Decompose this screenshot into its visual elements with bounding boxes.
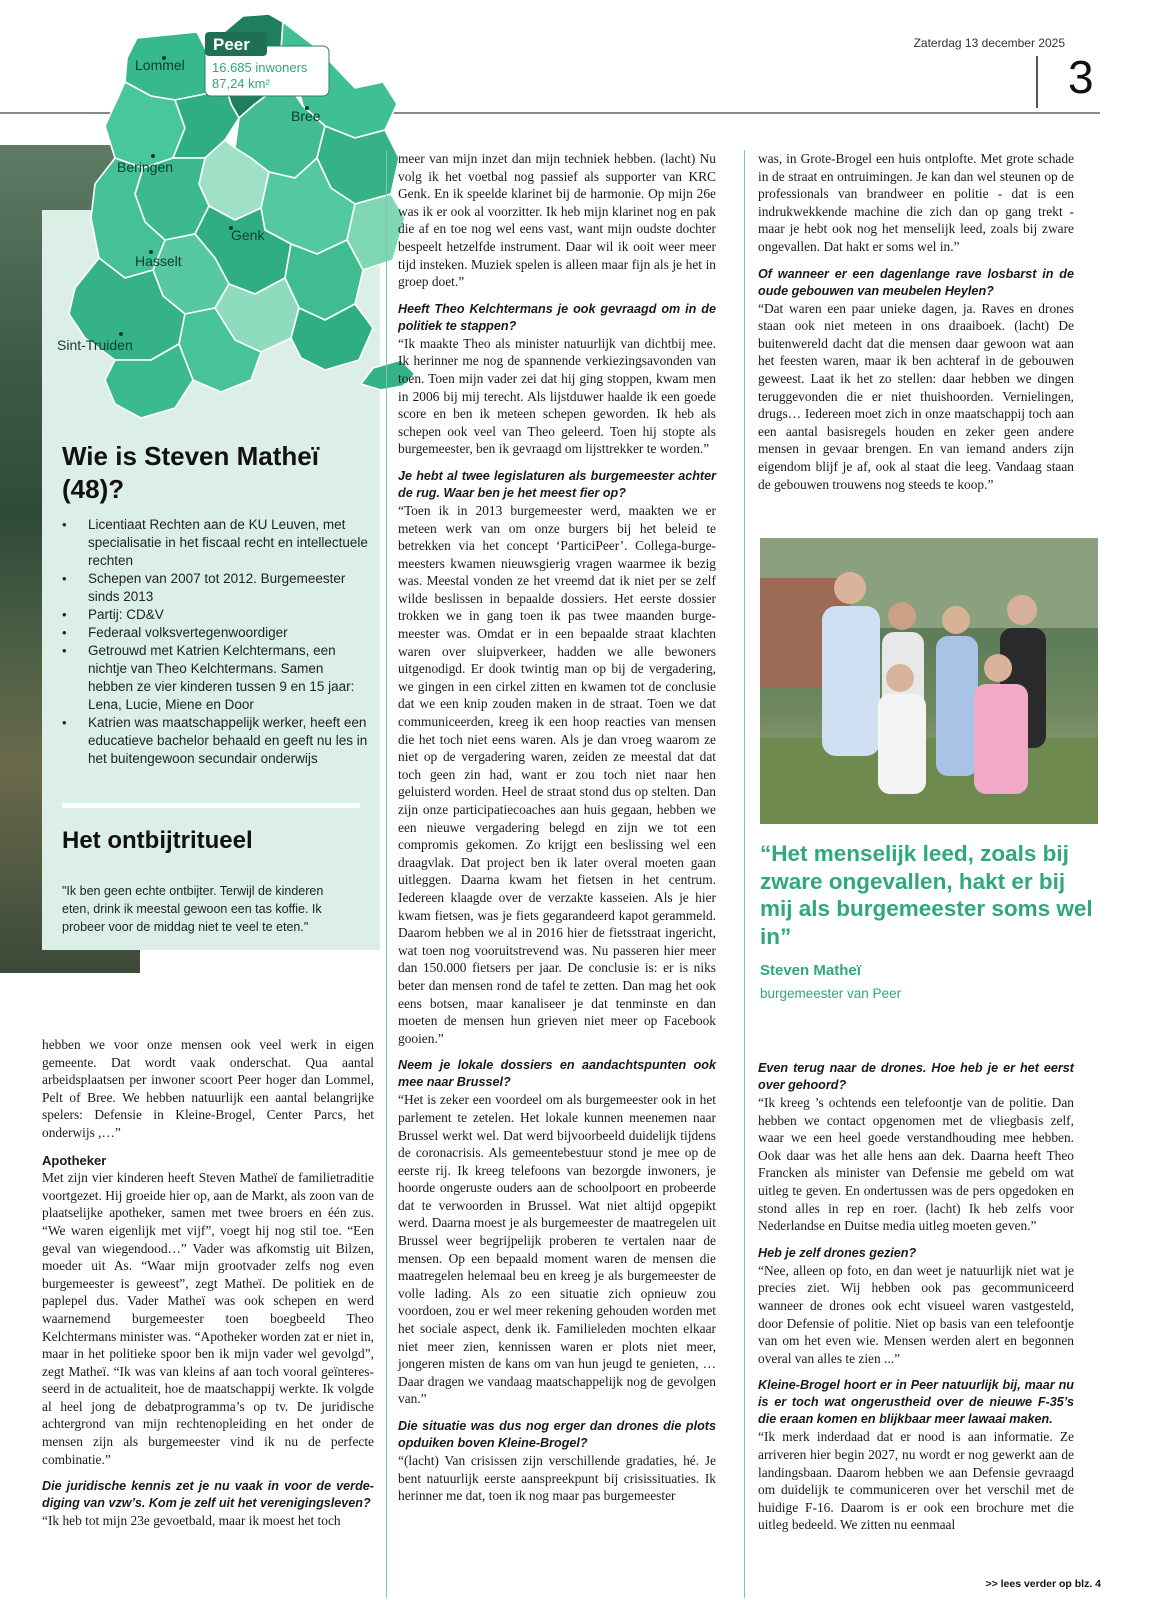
callout-town: Peer	[213, 35, 250, 54]
map-label-lommel: Lommel	[135, 57, 185, 73]
article-column-3-lower	[758, 1060, 1074, 1534]
bio-item: • Getrouwd met Katrien Kelchtermans, een nichtje van Theo Kelchtermans. Samen hebben ze vier kinderen tussen 9 en 15 jaar: Lena, Lucie, Miene en Door	[62, 642, 372, 714]
map-label-genk: Genk	[231, 227, 265, 243]
limburg-map	[55, 8, 415, 438]
callout-inhabitants: 16.685 inwoners	[212, 60, 308, 75]
sidebar-divider	[62, 803, 360, 808]
bio-item: • Federaal volksvertegenwoordiger	[62, 624, 372, 642]
paragraph: Met zijn vier kinderen heeft Steven Matheï de familietraditie voortgezet. Hij groeide hier op, aan de Markt, als zoon van de plaatselijke apotheker, samen met twee broers en één zus. “We waren eigenlijk met vijf”, voegt hij nog stil toe. “Een geval van wiegendood…” Vader was afkomstig uit Bilzen, moeder uit As. “Waar mijn grootvader zelfs nog even burgemeester is geweest”, zegt Matheï. De politiek en de paplepel dus. Vader Matheï was ook schepen en werd waarnemend burgemeester toen boegbeeld Theo Kelchtermans minister was. “Apotheker worden zat er niet in, maar in het politieke spoor ben ik mijn vader wel gevolgd”, zegt Matheï. “Ik was van kleins af aan toch vooral geïnteresseerd in de actualiteit, hoe de maatschappij werkte. Ik volgde al heel jong de debatprogramma’s op tv. De juridische achtergrond van mijn rechtenopleiding en het onder de mensen zijn als burgemeester vind ik nu de perfecte combinatie.”	[42, 1170, 374, 1467]
column-divider	[744, 150, 745, 1598]
interview-question: Heeft Theo Kelchtermans je ook gevraagd om in de politiek te stappen?	[398, 301, 716, 333]
bio-item: • Schepen van 2007 tot 2012. Burgemeester sinds 2013	[62, 570, 372, 606]
interview-question: Neem je lokale dossiers en aandachtspunten ook mee naar Brussel?	[398, 1058, 716, 1090]
interview-question: Even terug naar de drones. Hoe heb je er het eerst over gehoord?	[758, 1061, 1074, 1092]
breakfast-title: Het ontbijtritueel	[62, 827, 253, 854]
bio-item: • Licentiaat Rechten aan de KU Leuven, met specialisatie in het fiscaal recht en intellectuele rechten	[62, 516, 372, 570]
paragraph: “Ik merk inderdaad dat er nood is aan informatie. Ze arriveren hier begin 2027, nu wordt er nog gewerkt aan de landingsbaan. Daarom hebben we aan Defensie gevraagd om duidelijk te communiceren over het verschil met de huidige F-16. Daarom is er ook een brochure met die uitleg bedeeld. We zitten nu eenmaal	[758, 1429, 1074, 1533]
interview-question: Die juridische kennis zet je nu vaak in voor de verdediging van vzw’s. Kom je zelf uit het verenigingsleven?	[42, 1479, 374, 1511]
paragraph: “Nee, alleen op foto, en dan weet je natuurlijk niet wat je precies ziet. Wij hebben ook pas gecommuniceerd wanneer de drones ook echt visueel waren vastgesteld, door Defensie of politie. Niet op basis van een telefoontje van om het even wie. Mensen werden alert en begonnen overal van alles te zien ...”	[758, 1262, 1074, 1366]
paragraph: “Dat waren een paar unieke dagen, ja. Raves en drones staan ook niet meteen in ons draaiboek. (lacht) De buitenwereld dacht dat die mensen daar gewoon wat aan het feesten waren, maar ik ben achteraf in de gebouwen geweest. Laat ik het zo stellen: daar hebben we dingen teruggevonden die er niet thuishoorden. Vernielingen, drugs… Iedereen moet zich in onze maatschappij toch aan een aantal basisregels houden en zeker geen andere mensen in gevaar brengen. En van iemand anders zijn eigendom blijf je af, ook al staat die leeg. Vandaag staan de gebouwen trouwens nog steeds te koop.”	[758, 300, 1074, 492]
paragraph: hebben we voor onze mensen ook veel werk in eigen gemeente. Dat wordt vaak onderschat. Qua aantal arbeidsplaatsen per inwoner scoort Peer hoger dan Lommel, Pelt of Bree. We hebben natuurlijk een aantal belangrijke spelers: Defensie in Kleine-Brogel, Center Parcs, het onderwijs ,…”	[42, 1037, 374, 1140]
paragraph: “Ik kreeg ’s ochtends een telefoontje van de politie. Dan hebben we contact opgenomen met de vliegbasis zelf, waar we een heel goede verstandhouding mee hebben. Ook daar was het alle hens aan dek. Daarna heeft Theo Francken als minister van Defensie me gebeld om wat uitleg te geven. En ondertussen was de pers opgedoken en stond alles in rep en roer. (lacht) Ik heb zelfs voor Nederlandse en Duitse media uitleg moeten geven.”	[758, 1095, 1074, 1234]
article-column-1	[42, 1036, 374, 1530]
subheading: Apotheker	[42, 1152, 107, 1168]
family-photo-illustration	[760, 538, 1098, 824]
paragraph: “Ik heb tot mijn 23e gevoetbald, maar ik moest het toch	[42, 1513, 341, 1529]
paragraph: “(lacht) Van crisissen zijn verschillende gradaties, hé. Je bent natuurlijk eerste aanspreekpunt bij crisissituaties. Ik herinner me dat, toen ik nog maar pas burgemeester	[398, 1453, 716, 1504]
issue-date: Zaterdag 13 december 2025	[913, 36, 1065, 50]
interview-question: Heb je zelf drones gezien?	[758, 1245, 917, 1260]
paragraph: “Het is zeker een voordeel om als burgemeester ook in het parlement te zetelen. Het lokale kunnen meenemen naar Brussel werkt wel. Dat werd bijvoorbeeld duidelijk tijdens de coronacrisis. Als gemeentebestuur stond je mee op de eerste rij. Ik kreeg telefoons van bezorgde inwoners, je hoorde ongeruste ouders aan de schoolpoort en probeerde dat te verwoorden in Brussel. Wat niet altijd opgepikt werd. Daarna moest je als burgemeester de maatregelen uit Brussel weer begrijpelijk proberen te vertalen naar de mensen. Op een bepaald moment waren de mensen die maatregelen helemaal beu en kreeg je als burgemeester de volle lading. Als zo een situatie zich opnieuw zou voordoen, zou er wel meer rekening gehouden worden met het sociale aspect, denk ik. Familieleden mochten elkaar niet meer zien, kennissen waren er plots niet meer, jongeren misten de kans om van hun jeugd te genieten, … Daar dragen we vandaag maatschappelijk nog de gevolgen van.”	[398, 1092, 716, 1407]
article-column-3	[758, 150, 1074, 493]
bio-item: • Partij: CD&V	[62, 606, 372, 624]
paragraph: was, in Grote-Brogel een huis ontplofte. Met grote schade in de straat en ontruimingen. Je kan dan wel steunen op de professionals van brandweer en politie - dat is een indrukwekkende machine die zich dan op gang trekt - maar je hebt ook nog het menselijk leed, zoals bij zware ongevallen. Dat hakt er soms wel in.”	[758, 151, 1074, 254]
bio-item: • Katrien was maatschappelijk werker, heeft een educatieve bachelor behaald en geeft nu les in het buitengewoon secundair onderwijs	[62, 714, 372, 768]
paragraph: “Toen ik in 2013 burgemeester werd, maakten we er meteen werk van om onze burgers bij het beleid te betrekken via het concept ‘ParticiPeer’. Collega-burgemeesters kwamen nieuwsgierig vragen waarmee ik bezig was. Meestal vonden ze het vreemd dat ik niet per se zelf wilde beslissen in bepaalde dossiers. Het eerste dossier trokken we in gang toen ik pas twee maanden burgemeester was. Omdat er in een bepaalde straat klachten waren over sluipverkeer, hadden we alle bewoners uitgenodigd. Er dook twintig man op bij de vergadering, we gingen in een cirkel zitten en kwamen tot de conclusie dat we een knip zouden maken in de straat. Toen we dat communiceerden, kreeg ik een hoop reacties van mensen die het toch niet eens waren. Als je dan vroeg waarom ze niet op de vergadering waren, zeiden ze meestal dat dat toch geen zin had, want er zou toch niet naar hen geluisterd worden. Heel de straat stond dus op stelten. Dan zijn onze participatiecoaches aan huis gegaan, hebben we een nieuwe vergadering belegd en zijn we tot een compromis gekomen. Zo krijgt een beslissing wel een draagvlak. Dat project ben ik later overal moeten gaan uitleggen. Daarna kwam het fietsen in het centrum. Iedereen klaagde over de verzakte kasseien. Als je hier kwam fietsen, was je fiets gegarandeerd kapot gerammeld. Daarom hebben we al in 2016 hier de fietsstraat ingericht, wat toen nog vooruitstrevend was. Nu passeren hier meer dan 150.000 fietsers per jaar. De conclusie is: er is niks beter dan mensen rond de tafel te zetten. Dan mag het ook eens botsen, maar kanaliseer je dat tenminste en dan moeten de mensen hun grieven niet meer op Facebook gooien.”	[398, 502, 716, 1046]
map-label-sint-truiden: Sint-Truiden	[57, 337, 133, 353]
map-label-bree: Bree	[291, 108, 321, 124]
family-photo	[760, 538, 1098, 824]
interview-question: Of wanneer er een dagenlange rave losbarst in de oude gebouwen van meubelen Heylen?	[758, 266, 1074, 298]
peer-callout	[205, 32, 329, 96]
bio-list	[62, 516, 372, 768]
header-divider	[1036, 56, 1038, 108]
breakfast-text: "Ik ben geen echte ontbijter. Terwijl de kinderen eten, drink ik meestal gewoon een tas koffie. Ik probeer voor de middag niet te veel te eten."	[62, 884, 324, 934]
interview-question: Die situatie was dus nog erger dan drones die plots opduiken boven Kleine-Brogel?	[398, 1419, 716, 1450]
callout-area: 87,24 km²	[212, 76, 270, 91]
interview-question: Kleine-Brogel hoort er in Peer natuurlijk bij, maar nu is er toch wat ongerustheid over de nieuwe F-35’s die eraan komen en blijkbaar meer lawaai maken.	[758, 1378, 1074, 1427]
article-column-2	[398, 150, 716, 1505]
pull-quote: “Het menselijk leed, zoals bij zware ongevallen, hakt er bij mij als burgemeester soms wel in”	[760, 841, 1093, 949]
map-label-beringen: Beringen	[117, 159, 174, 175]
continue-link[interactable]: >> lees verder op blz. 4	[985, 1578, 1101, 1590]
pull-quote-name: Steven Matheï	[760, 962, 861, 979]
column-divider	[386, 150, 387, 1598]
page-number: 3	[1068, 51, 1094, 103]
map-label-hasselt: Hasselt	[135, 253, 182, 269]
paragraph: meer van mijn inzet dan mijn techniek hebben. (lacht) Nu volg ik het voetbal nog passief als supporter van KRC Genk. En ik speelde klarinet bij de harmonie. Op mijn 26e was ik er ook al voorzitter. Ik heb mijn klarinet nog en pak die af en toe nog wel eens vast, want mijn oudste dochter bespeelt hetzelfde instrument. Daar wil ik ooit weer meer tijd insteken. Muziek spelen is alleen maar fijn als je het in groep doet.”	[398, 151, 716, 290]
paragraph: “Ik maakte Theo als minister natuurlijk van dichtbij mee. Ik herinner me nog de spannende verkiezingsavonden van toen. Toen mijn vader zei dat hij ging stoppen, kwam men in 2006 bij mij terecht. Als lijstduwer haalde ik een goede score en ben ik meteen schepen geworden. Ik heb als schepen ook veel van Theo geleerd. Toen hij stopte als burgemeester, ben ik gevraagd om lijsttrekker te worden.”	[398, 335, 716, 457]
interview-question: Je hebt al twee legislaturen als burgemeester achter de rug. Waar ben je het meest fier op?	[398, 468, 716, 500]
sidebar-title: Wie is Steven Matheï (48)?	[62, 441, 319, 504]
pull-quote-role: burgemeester van Peer	[760, 986, 902, 1001]
